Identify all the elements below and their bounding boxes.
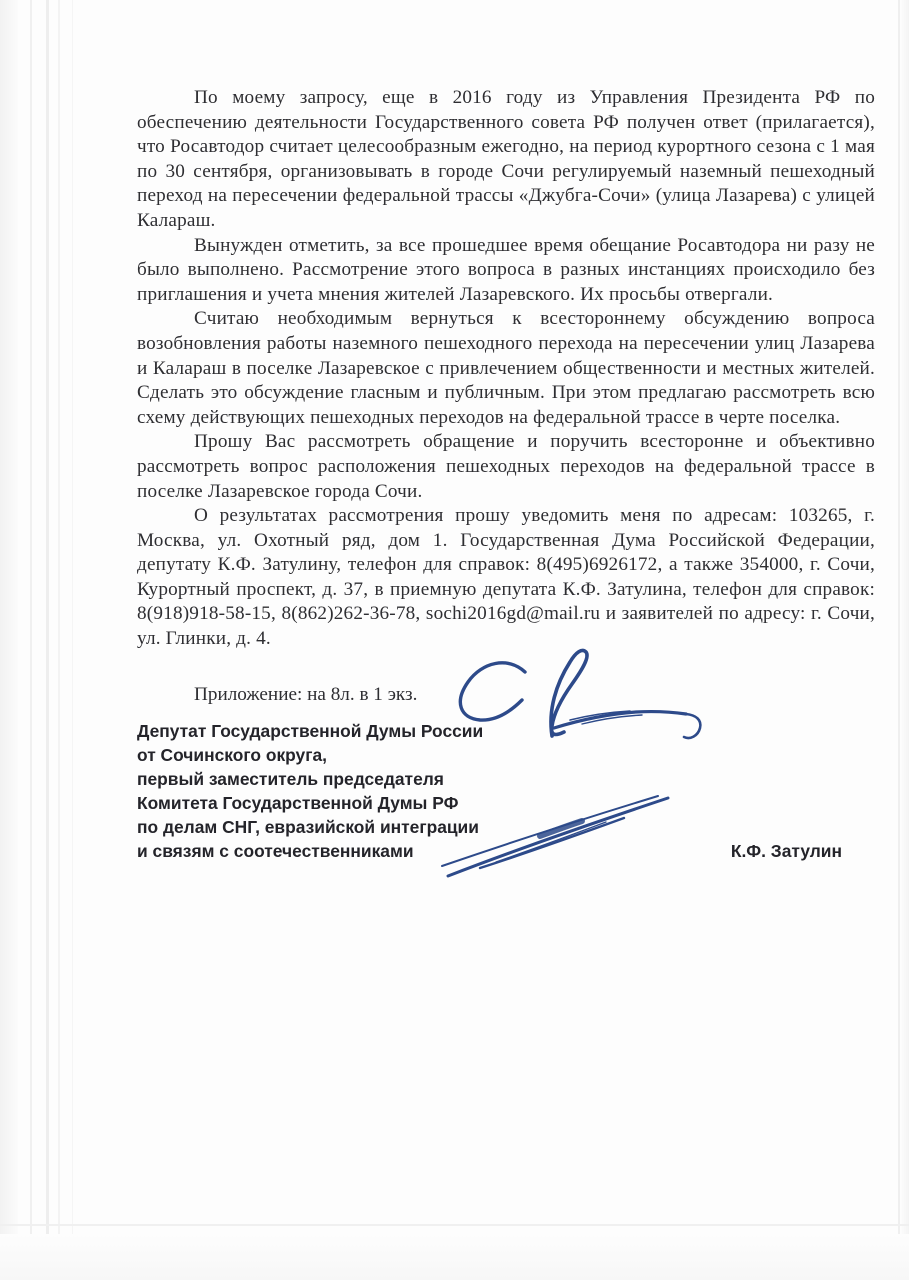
scan-edge-artifact <box>72 0 73 1280</box>
signer-name: К.Ф. Затулин <box>730 841 842 861</box>
signature-title-line: от Сочинского округа, <box>137 745 327 765</box>
scan-edge-artifact <box>0 1234 909 1280</box>
signature-title-line: по делам СНГ, евразийской интеграции <box>137 817 479 837</box>
scan-edge-artifact <box>0 0 18 1280</box>
signature-title-line: первый заместитель председателя <box>137 769 444 789</box>
scan-edge-artifact <box>901 0 909 1280</box>
signature-title-line: Депутат Государственной Думы России <box>137 721 484 741</box>
attachment-note: Приложение: на 8л. в 1 экз. <box>194 683 418 705</box>
signature-title-line: и связям с соотечественниками <box>137 841 414 861</box>
paragraph: Вынужден отметить, за все прошедшее время обещание Росавтодора ни разу не было выполнено. Рассмотрение этого вопроса в разных инстанциях происходило без приглашения и учета мнения жителей Лазаревского. Их просьбы отвергали. <box>137 234 875 305</box>
signature-block <box>137 719 875 863</box>
paragraph: Считаю необходимым вернуться к всестороннему обсуждению вопроса возобновления работы наземного пешеходного перехода на пересечении улиц Лазарева и Калараш в поселке Лазаревское с привлечением общественности и местных жителей. Сделать это обсуждение гласным и публичным. При этом предлагаю рассмотреть всю схему действующих пешеходных переходов на федеральной трассе в черте поселка. <box>137 308 875 428</box>
paragraph: По моему запросу, еще в 2016 году из Управления Президента РФ по обеспечению деятельности Государственного совета РФ получен ответ (прилагается), что Росавтодор считает целесообразным ежегодно, на период курортного сезона с 1 мая по 30 сентября, организовывать в городе Сочи регулируемый наземный пешеходный переход на пересечении федеральной трассы «Джубга-Сочи» (улица Лазарева) с улицей Калараш. <box>137 87 875 231</box>
scan-edge-artifact <box>0 1224 909 1226</box>
scan-edge-artifact <box>898 0 900 1280</box>
paragraph: О результатах рассмотрения прошу уведомить меня по адресам: 103265, г. Москва, ул. Охотный ряд, дом 1. Государственная Дума Российской Федерации, депутату К.Ф. Затулину, телефон для справок: 8(495)6926172, а также 354000, г. Сочи, Курортный проспект, д. 37, в приемную депутата К.Ф. Затулина, телефон для справок: 8(918)918-58-15, 8(862)262-36-78, sochi2016gd@mail.ru и заявителей по адресу: г. Сочи, ул. Глинки, д. 4. <box>137 505 875 650</box>
signature-title-line: Комитета Государственной Думы РФ <box>137 793 459 813</box>
scan-edge-artifact <box>46 0 49 1280</box>
scan-edge-artifact <box>58 0 60 1280</box>
scan-edge-artifact <box>30 0 32 1280</box>
paragraph: Прошу Вас рассмотреть обращение и поручить всесторонне и объективно рассмотреть вопрос расположения пешеходных переходов на федеральной трассе в поселке Лазаревское города Сочи. <box>137 431 875 502</box>
letter-body <box>137 86 875 707</box>
